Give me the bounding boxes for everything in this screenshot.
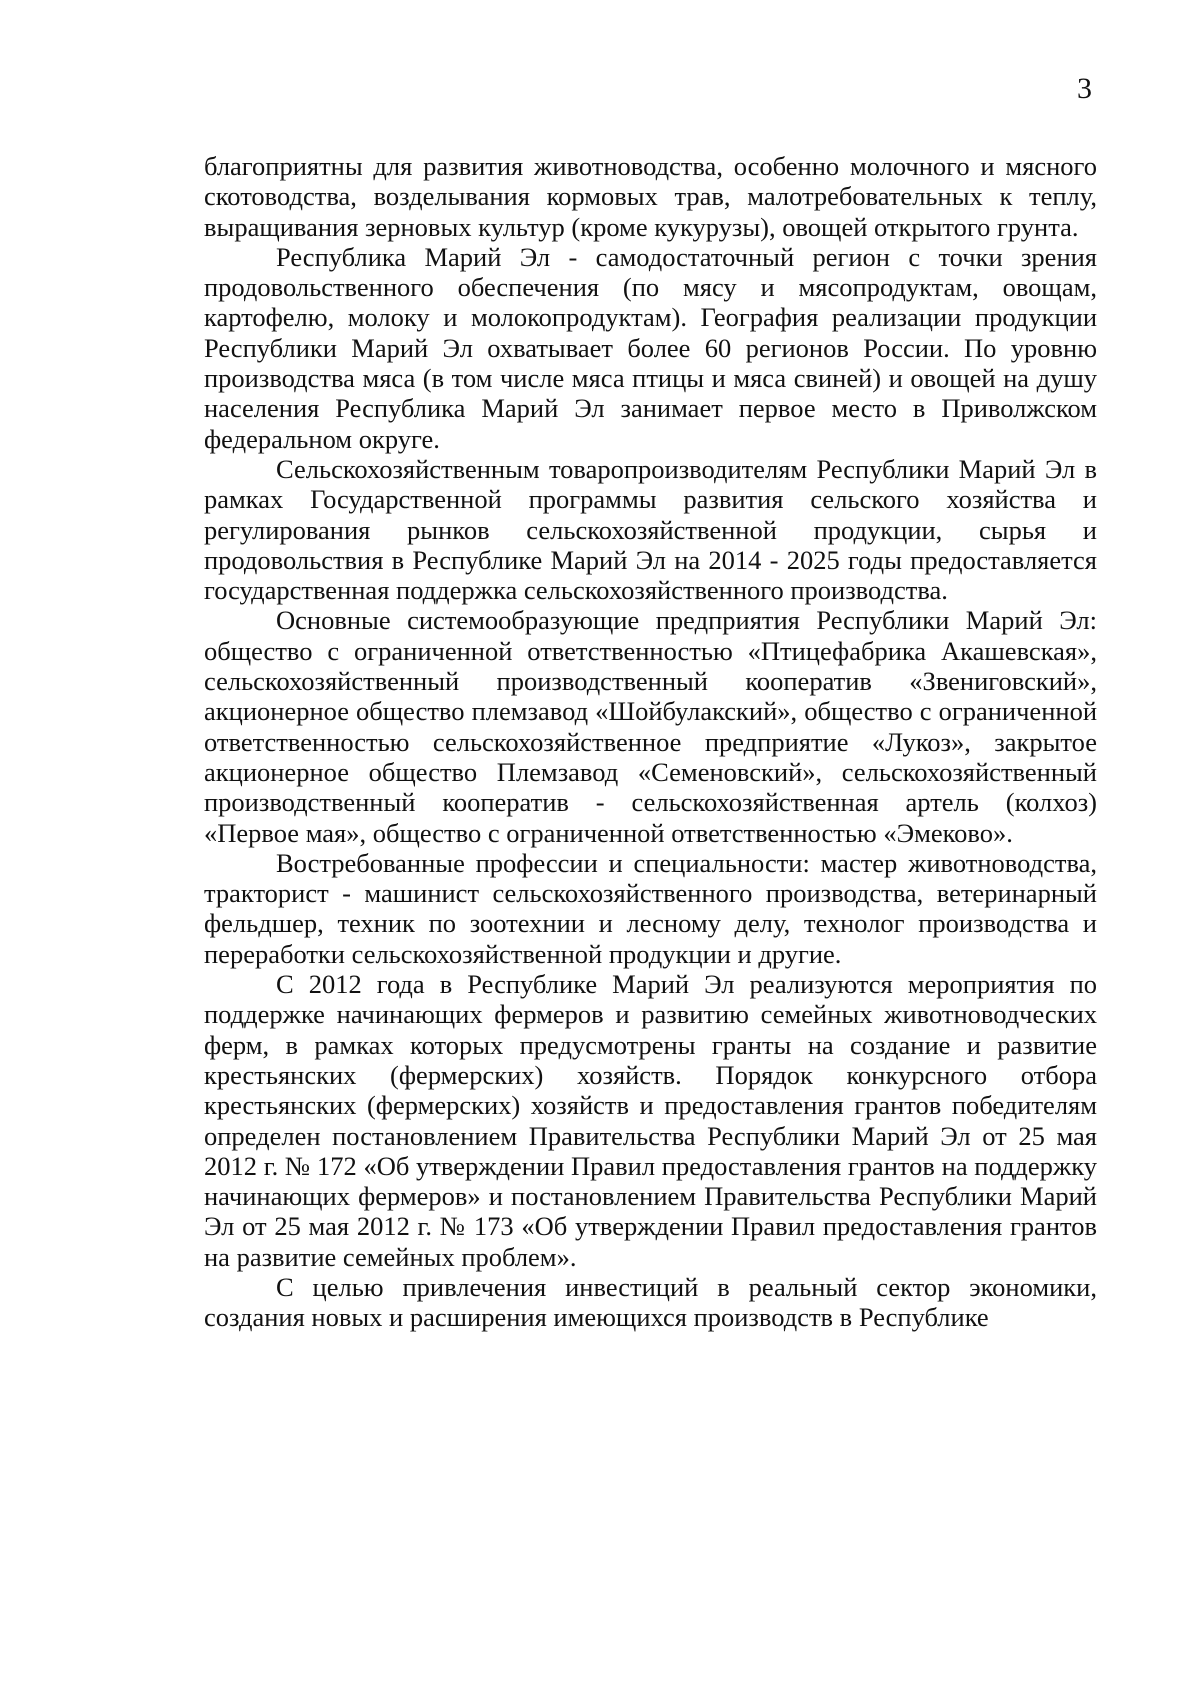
page-number: 3 <box>1077 72 1092 105</box>
document-body <box>204 151 1097 1333</box>
paragraph-key-enterprises: Основные системообразующие предприятия Республики Марий Эл: общество с ограниченной ответственностью «Птицефабрика Акашевская», сельскохозяйственный производственный кооператив «Звениговский», акционерное общество племзавод «Шойбулакский», общество с ограниченной ответственностью сельскохозяйственное предприятие «Лукоз», закрытое акционерное общество Племзавод «Семеновский», сельскохозяйственный производственный кооператив - сельскохозяйственная артель (колхоз) «Первое мая», общество с ограниченной ответственностью «Эмеково». <box>204 605 1097 848</box>
paragraph-investments: С целью привлечения инвестиций в реальный сектор экономики, создания новых и расширения имеющихся производств в Республике <box>204 1271 1097 1333</box>
paragraph-professions: Востребованные профессии и специальности: мастер животноводства, тракторист - машинист сельскохозяйственного производства, ветеринарный фельдшер, техник по зоотехнии и лесному делу, технолог производства и переработки сельскохозяйственной продукции и другие. <box>204 847 1097 969</box>
paragraph-state-support: Сельскохозяйственным товаропроизводителям Республики Марий Эл в рамках Государственной программы развития сельского хозяйства и регулирования рынков сельскохозяйственной продукции, сырья и продовольствия в Республике Марий Эл на 2014 - 2025 годы предоставляется государственная поддержка сельскохозяйственного производства. <box>204 453 1097 606</box>
paragraph-grants: С 2012 года в Республике Марий Эл реализуются мероприятия по поддержке начинающих фермеров и развитию семейных животноводческих ферм, в рамках которых предусмотрены гранты на создание и развитие крестьянских (фермерских) хозяйств. Порядок конкурсного отбора крестьянских (фермерских) хозяйств и предоставления грантов победителям определен постановлением Правительства Республики Марий Эл от 25 мая 2012 г. № 172 «Об утверждении Правил предоставления грантов на поддержку начинающих фермеров» и постановлением Правительства Республики Марий Эл от 25 мая 2012 г. № 173 «Об утверждении Правил предоставления грантов на развитие семейных проблем». <box>204 969 1097 1272</box>
paragraph-continuation: благоприятны для развития животноводства, особенно молочного и мясного скотоводства, возделывания кормовых трав, малотребовательных к теплу, выращивания зерновых культур (кроме кукурузы), овощей открытого грунта. <box>204 151 1097 242</box>
paragraph-food-self-sufficiency: Республика Марий Эл - самодостаточный регион с точки зрения продовольственного обеспечения (по мясу и мясопродуктам, овощам, картофелю, молоку и молокопродуктам). География реализации продукции Республики Марий Эл охватывает более 60 регионов России. По уровню производства мяса (в том числе мяса птицы и мяса свиней) и овощей на душу населения Республика Марий Эл занимает первое место в Приволжском федеральном округе. <box>204 241 1097 454</box>
